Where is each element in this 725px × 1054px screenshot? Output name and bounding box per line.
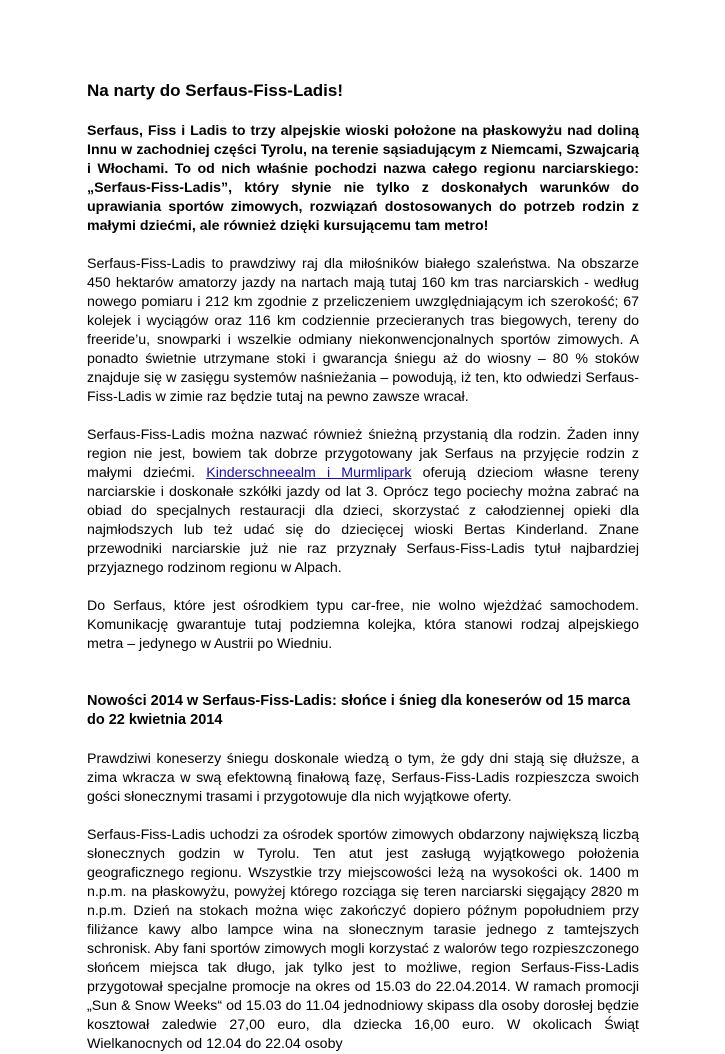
paragraph-families-text-1: Serfaus-Fiss-Ladis można nazwać również śnieżną przystanią dla rodzin. Żaden inny region nie jest, bowiem tak dobrze przygotowany jak Serfaus na przyjęcie rodzin z małymi dziećmi. <box>87 427 639 481</box>
paragraph-car-free: Do Serfaus, które jest ośrodkiem typu car-free, nie wolno wjeżdżać samochodem. Komunikację gwarantuje tutaj podziemna kolejka, która stanowi rodzaj alpejskiego metra – jedynego w Austrii po Wiedniu. <box>87 598 639 652</box>
document-body <box>87 80 639 1054</box>
paragraph-families <box>87 426 639 578</box>
section-heading-news-2014: Nowości 2014 w Serfaus-Fiss-Ladis: słońce i śnieg dla koneserów od 15 marca do 22 kwietnia 2014 <box>87 693 631 728</box>
paragraph-ski-area: Serfaus-Fiss-Ladis to prawdziwy raj dla miłośników białego szaleństwa. Na obszarze 450 hektarów amatorzy jazdy na nartach mają tutaj 160 km tras narciarskich - według nowego pomiaru i 212 km zgodnie z przeliczeniem uwzględniającym ich szerokość; 67 kolejek i wyciągów oraz 116 km codziennie przecieranych tras biegowych, tereny do freeride’u, snowparki i wszelkie odmiany niekonwencjonalnych sportów zimowych. A ponadto świetnie utrzymane stoki i gwarancja śniegu aż do wiosny – 80 % stoków znajduje się w zasięgu systemów naśnieżania – powodują, iż ten, kto odwiedzi Serfaus-Fiss-Ladis w zimie raz będzie tutaj na pewno zawsze wracał. <box>87 256 639 405</box>
paragraph-sunshine: Serfaus-Fiss-Ladis uchodzi za ośrodek sportów zimowych obdarzony największą liczbą słonecznych godzin w Tyrolu. Ten atut jest zasługą wyjątkowego położenia geograficznego regionu. Wszystkie trzy miejscowości leżą na wysokości ok. 1400 m n.p.m. na płaskowyżu, powyżej którego rozciąga się teren narciarski sięgający 2820 m n.p.m. Dzień na stokach można więc zakończyć dopiero późnym popołudniem przy filiżance kawy albo lampce wina na słonecznym tarasie jednego z tamtejszych schronisk. Aby fani sportów zimowych mogli korzystać z walorów tego rozpieszczonego słońcem miejsca tak długo, jak tylko jest to możliwe, region Serfaus-Fiss-Ladis przygotował specjalne promocje na okres od 15.03 do 22.04.2014. W ramach promocji „Sun & Snow Weeks“ od 15.03 do 11.04 jednodniowy skipass dla osoby dorosłej będzie kosztował zaledwie 27,00 euro, dla dziecka 16,00 euro. W okolicach Świąt Wielkanocnych od 12.04 do 22.04 osoby <box>87 827 639 1052</box>
paragraph-families-text-2: oferują dzieciom własne tereny narciarskie i doskonałe szkółki jazdy od lat 3. Oprócz tego pociechy można zabrać na obiad do specjalnych restauracji dla dzieci, skorzystać z całodziennej opieki dla najmłodszych lub też udać się do dziecięcej wioski Bertas Kinderland. Znane przewodniki narciarskie już nie raz przyznały Serfaus-Fiss-Ladis tytuł najbardziej przyjaznego rodzinom regionu w Alpach. <box>87 465 639 576</box>
paragraph-connoisseurs: Prawdziwi koneserzy śniegu doskonale wiedzą o tym, że gdy dni stają się dłuższe, a zima wkracza w swą efektowną finałową fazę, Serfaus-Fiss-Ladis rozpieszcza swoich gości słonecznymi trasami i przygotowuje dla nich wyjątkowe oferty. <box>87 751 639 805</box>
page-title: Na narty do Serfaus-Fiss-Ladis! <box>87 81 344 100</box>
lead-paragraph: Serfaus, Fiss i Ladis to trzy alpejskie wioski położone na płaskowyżu nad doliną Innu w zachodniej części Tyrolu, na terenie sąsiadującym z Niemcami, Szwajcarią i Włochami. To od nich właśnie pochodzi nazwa całego regionu narciarskiego: „Serfaus-Fiss-Ladis”, który słynie nie tylko z doskonałych warunków do uprawiania sportów zimowych, rozwiązań dostosowanych do potrzeb rodzin z małymi dziećmi, ale również dzięki kursującemu tam metro! <box>87 123 639 234</box>
section-spacer <box>87 673 639 692</box>
kinderschneealm-link[interactable]: Kinderschneealm i Murmlipark <box>206 465 412 481</box>
